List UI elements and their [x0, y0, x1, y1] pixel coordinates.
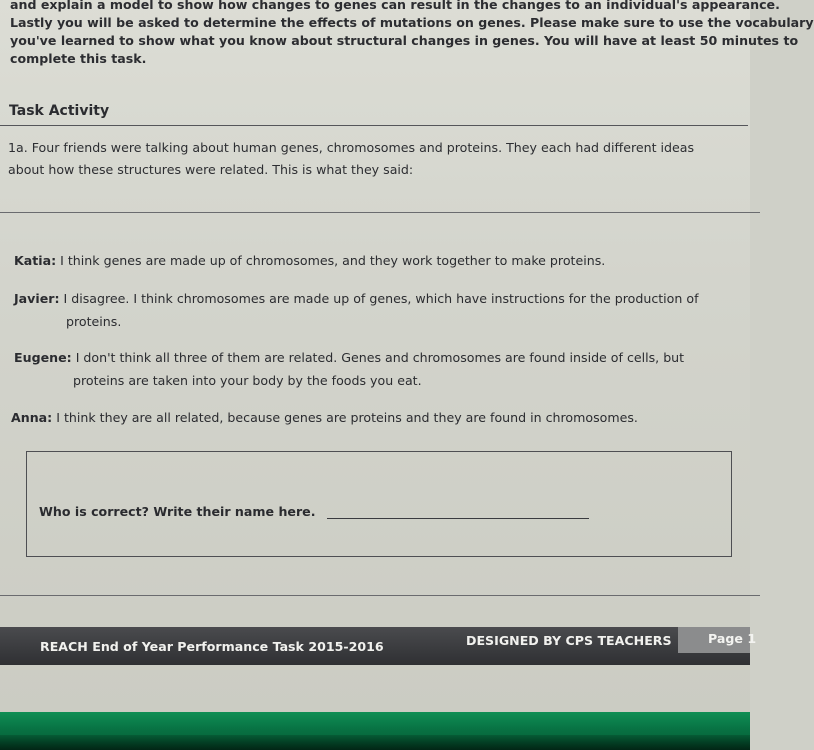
intro-line: and explain a model to show how changes to genes can result in the changes to an individual's appearance. — [10, 0, 780, 12]
task-activity-heading: Task Activity — [9, 103, 110, 119]
heading-divider — [0, 125, 748, 126]
desk-shadow — [0, 735, 750, 750]
quote-continuation: proteins are taken into your body by the foods you eat. — [73, 373, 422, 388]
footer-title: REACH End of Year Performance Task 2015-2016 — [40, 639, 384, 654]
quote-anna — [11, 406, 741, 429]
quote-text: I don't think all three of them are related. Genes and chromosomes are found inside of cells, but — [75, 350, 685, 365]
name-answer-line[interactable] — [327, 518, 589, 519]
question-line: 1a. Four friends were talking about human genes, chromosomes and proteins. They each had different ideas — [8, 140, 695, 155]
speaker-name: Javier: — [14, 291, 60, 306]
intro-line: complete this task. — [10, 51, 147, 66]
quote-continuation: proteins. — [66, 314, 122, 329]
question-line: about how these structures were related. This is what they said: — [8, 162, 414, 177]
intro-line: Lastly you will be asked to determine the effects of mutations on genes. Please make sure to use the vocabulary — [10, 15, 814, 30]
speaker-name: Eugene: — [14, 350, 72, 365]
page-footer — [0, 627, 757, 665]
quote-text: I think they are all related, because genes are proteins and they are found in chromosomes. — [56, 410, 638, 425]
quote-javier — [14, 287, 744, 333]
quote-text: I disagree. I think chromosomes are made up of genes, which have instructions for the production of — [63, 291, 699, 306]
answer-prompt: Who is correct? Write their name here. — [39, 504, 316, 519]
question-1a — [8, 137, 743, 181]
intro-line: you've learned to show what you know about structural changes in genes. You will have at least 50 minutes to — [10, 33, 799, 48]
speaker-name: Katia: — [14, 253, 57, 268]
page-number-tab — [678, 627, 757, 653]
quote-katia — [14, 249, 744, 272]
page-number: Page 1 — [708, 631, 757, 646]
quote-text: I think genes are made up of chromosomes, and they work together to make proteins. — [60, 253, 606, 268]
intro-paragraph — [10, 0, 814, 68]
footer-designed-by: DESIGNED BY CPS TEACHERS — [466, 633, 672, 648]
speaker-name: Anna: — [11, 410, 53, 425]
quote-eugene — [14, 346, 744, 392]
answer-box — [26, 451, 732, 557]
